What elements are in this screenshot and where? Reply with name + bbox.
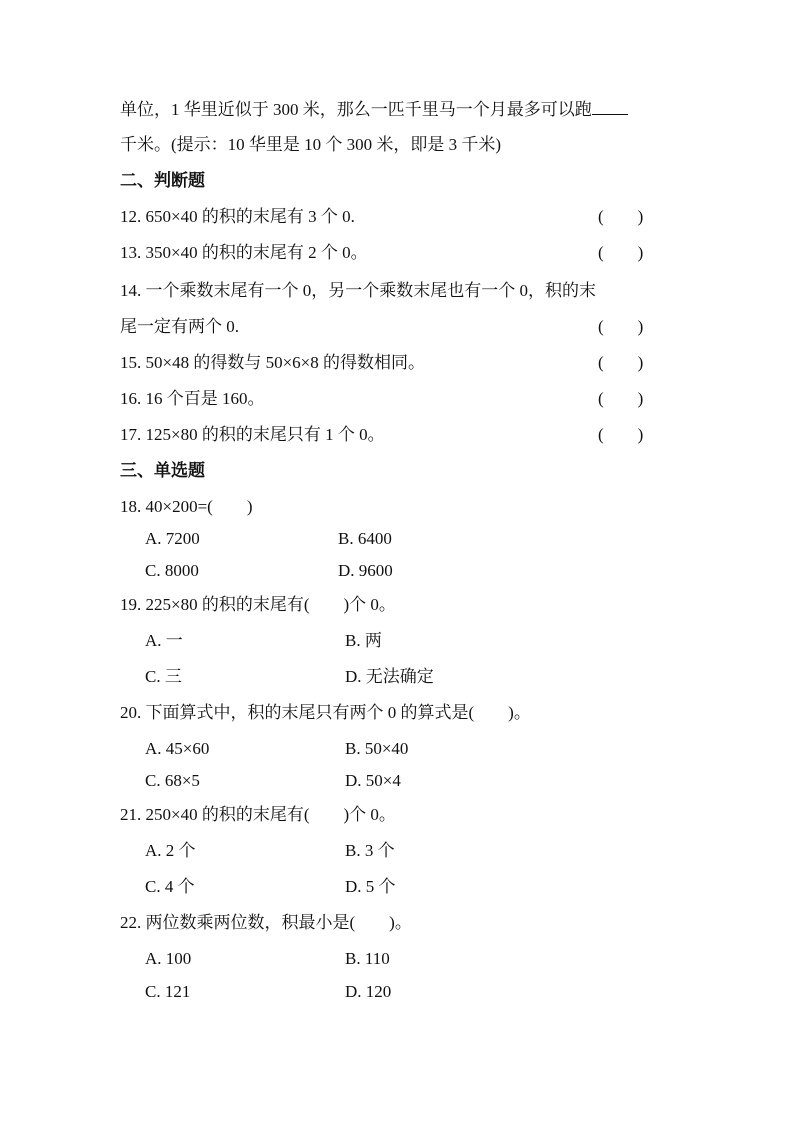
question-19-option-a[interactable]: A. 一 <box>145 631 183 650</box>
question-20-option-c[interactable]: C. 68×5 <box>145 771 200 790</box>
section-title-choice: 三、单选题 <box>120 461 205 480</box>
judge-answer-16[interactable]: ( ) <box>598 389 644 408</box>
question-20-stem: 20. 下面算式中，积的末尾只有两个 0 的算式是( )。 <box>120 703 531 722</box>
question-19-stem: 19. 225×80 的积的末尾有( )个 0。 <box>120 595 396 614</box>
question-22-stem: 22. 两位数乘两位数，积最小是( )。 <box>120 913 412 932</box>
question-19-option-c[interactable]: C. 三 <box>145 667 182 686</box>
intro-line-2: 千米。(提示：10 华里是 10 个 300 米，即是 3 千米) <box>120 135 502 154</box>
question-18-option-c[interactable]: C. 8000 <box>145 561 199 580</box>
question-20-option-a[interactable]: A. 45×60 <box>145 739 210 758</box>
judge-item-14-cont: 尾一定有两个 0. <box>120 317 239 336</box>
judge-item-14: 14. 一个乘数末尾有一个 0，另一个乘数末尾也有一个 0，积的末 <box>120 281 596 300</box>
judge-item-13: 13. 350×40 的积的末尾有 2 个 0。 <box>120 243 368 262</box>
question-21-option-a[interactable]: A. 2 个 <box>145 841 196 860</box>
judge-item-15: 15. 50×48 的得数与 50×6×8 的得数相同。 <box>120 353 426 372</box>
judge-answer-14[interactable]: ( ) <box>598 317 644 336</box>
intro-line-1: 单位，1 华里近似于 300 米，那么一匹千里马一个月最多可以跑 <box>120 98 628 121</box>
question-22-option-c[interactable]: C. 121 <box>145 982 191 1001</box>
section-title-judge: 二、判断题 <box>120 171 205 190</box>
question-21-option-d[interactable]: D. 5 个 <box>345 877 396 896</box>
judge-answer-12[interactable]: ( ) <box>598 207 644 226</box>
judge-item-12: 12. 650×40 的积的末尾有 3 个 0. <box>120 207 355 226</box>
question-18-stem: 18. 40×200=( ) <box>120 497 253 516</box>
question-18-option-d[interactable]: D. 9600 <box>338 561 393 580</box>
judge-answer-17[interactable]: ( ) <box>598 425 644 444</box>
question-21-stem: 21. 250×40 的积的末尾有( )个 0。 <box>120 805 396 824</box>
judge-answer-13[interactable]: ( ) <box>598 243 644 262</box>
question-19-option-d[interactable]: D. 无法确定 <box>345 667 434 686</box>
question-20-option-b[interactable]: B. 50×40 <box>345 739 409 758</box>
question-22-option-d[interactable]: D. 120 <box>345 982 392 1001</box>
answer-blank[interactable] <box>592 98 628 115</box>
question-22-option-b[interactable]: B. 110 <box>345 949 390 968</box>
judge-item-17: 17. 125×80 的积的末尾只有 1 个 0。 <box>120 425 385 444</box>
question-19-option-b[interactable]: B. 两 <box>345 631 382 650</box>
judge-item-16: 16. 16 个百是 160。 <box>120 389 265 408</box>
judge-answer-15[interactable]: ( ) <box>598 353 644 372</box>
question-22-option-a[interactable]: A. 100 <box>145 949 192 968</box>
question-21-option-c[interactable]: C. 4 个 <box>145 877 195 896</box>
question-18-option-b[interactable]: B. 6400 <box>338 529 392 548</box>
question-20-option-d[interactable]: D. 50×4 <box>345 771 401 790</box>
question-21-option-b[interactable]: B. 3 个 <box>345 841 395 860</box>
question-18-option-a[interactable]: A. 7200 <box>145 529 200 548</box>
